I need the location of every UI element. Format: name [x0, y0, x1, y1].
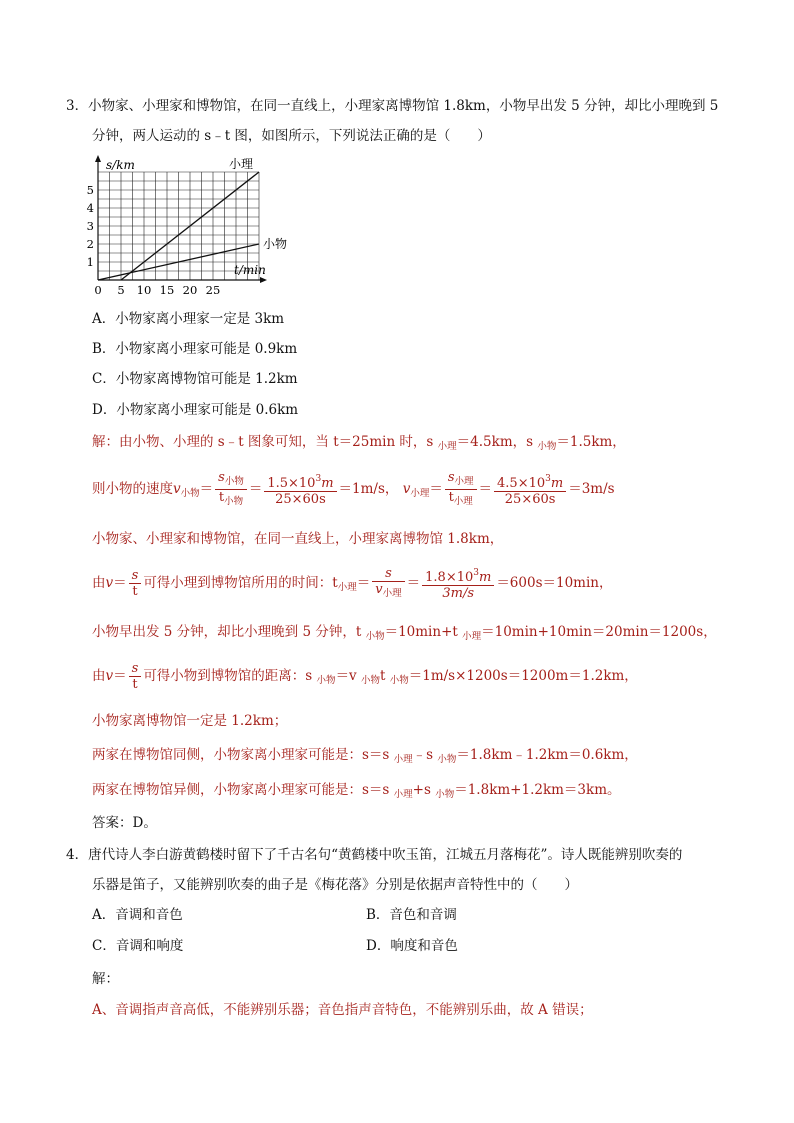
frac-s-over-t-xiaoli: $\frac{s_{小理}}{t_{小理}}$: [445, 470, 477, 509]
q3-solution-line8: 两家在博物馆同侧，小物家离小理家可能是：s＝s $_{小理}$﹣s $_{小物}$＝1.8km﹣1.2km＝0.6km，: [92, 747, 638, 765]
frac-s-over-v-xiaoli: $\frac{s}{v_{小理}}$: [372, 566, 404, 601]
y-tick-label: 4: [86, 201, 94, 215]
q4-stem-line1: 4．唐代诗人李白游黄鹤楼时留下了千古名句“黄鹤楼中吹玉笛，江城五月落梅花”。诗人既能辨别吹奏的: [66, 847, 683, 863]
y-axis-label: s/km: [106, 158, 135, 172]
chart-series: [98, 157, 287, 280]
q4-option-b: B．音色和音调: [366, 907, 457, 923]
series-label-1: 小物: [263, 237, 288, 251]
y-tick-label: 1: [86, 255, 94, 269]
y-axis-arrow: [95, 155, 101, 162]
x-axis-arrow: [260, 277, 267, 283]
frac-xiaowu-values: $\frac{1.5\times 10^3m}{25\times 60s}$: [264, 472, 336, 507]
x-tick-label: 25: [205, 283, 221, 297]
q4-solution-a: A、音调指声音高低，不能辨别乐器；音色指声音特色，不能辨别乐曲，故 A 错误；: [92, 1002, 593, 1018]
q3-solution-line9: 两家在博物馆异侧，小物家离小理家可能是：s＝s $_{小理}$+s $_{小物}$＝1.8km+1.2km＝3km。: [92, 782, 621, 800]
q4-option-a: A．音调和音色: [92, 907, 183, 923]
q3-option-d: D．小物家离小理家可能是 0.6km: [92, 402, 299, 418]
q3-solution-line6: 由v＝ $\frac{s}{t}$ 可得小物到博物馆的距离：s $_{小物}$＝v $_{小物}$t $_{小物}$＝1m/s×1200s＝1200m＝1.2km，: [92, 661, 638, 692]
q3-solution-line7: 小物家离博物馆一定是 1.2km；: [92, 713, 288, 729]
y-tick-label: 2: [86, 237, 94, 251]
y-tick-label: 3: [86, 219, 94, 233]
q3-option-c: C．小物家离博物馆可能是 1.2km: [92, 371, 298, 387]
frac-v-equals-s-over-t: $\frac{s}{t}$: [129, 568, 142, 599]
x-tick-label: 0: [94, 283, 102, 297]
x-tick-label: 5: [117, 283, 125, 297]
q3-stem-line2: 分钟，两人运动的 s﹣t 图，如图所示，下列说法正确的是（ ）: [92, 128, 491, 144]
q3-solution-line2: 则小物的速度$v_{小物}=$ $\frac{s_{小物}}{t_{小物}}$ ＝ $\frac{1.5\times 10^3m}{25\times 60s}$ ＝1m/s， $v_{小理}=$ $\frac{s_{小理}}{t_{小理}}$ ＝ $\frac{4.5\times 10^3m}{25\times 60s}$ ＝3m/s: [92, 470, 615, 507]
q4-solution-label: 解：: [92, 971, 119, 987]
q4-option-c: C．音调和响度: [92, 938, 184, 954]
st-chart: [84, 152, 288, 298]
x-tick-label: 20: [182, 283, 198, 297]
series-label-0: 小理: [229, 157, 254, 171]
frac-v-equals-s-over-t-2: $\frac{s}{t}$: [129, 661, 142, 692]
q3-answer: 答案：D。: [92, 815, 157, 831]
frac-time-values: $\frac{1.8\times 10^3m}{3m/s}$: [422, 566, 494, 601]
y-tick-label: 5: [86, 183, 94, 197]
q4-option-d: D．响度和音色: [366, 938, 458, 954]
x-axis-label: t/min: [234, 263, 266, 277]
frac-s-over-t-xiaowu: $\frac{s_{小物}}{t_{小物}}$: [215, 470, 247, 509]
q3-stem-line1: 3．小物家、小理家和博物馆，在同一直线上，小理家离博物馆 1.8km，小物早出发 5 分钟，却比小理晚到 5: [66, 98, 719, 114]
q3-option-b: B．小物家离小理家可能是 0.9km: [92, 341, 298, 357]
frac-xiaoli-values: $\frac{4.5\times 10^3m}{25\times 60s}$: [494, 472, 566, 507]
x-tick-label: 15: [159, 283, 175, 297]
x-tick-label: 10: [136, 283, 152, 297]
q3-solution-line3: 小物家、小理家和博物馆，在同一直线上，小理家离博物馆 1.8km，: [92, 531, 504, 547]
q4-stem-line2: 乐器是笛子，又能辨别吹奏的曲子是《梅花落》分别是依据声音特性中的（ ）: [92, 877, 578, 893]
q3-solution-line5: 小物早出发 5 分钟，却比小理晚到 5 分钟，t $_{小物}$＝10min+t $_{小理}$＝10min+10min＝20min＝1200s，: [92, 624, 717, 642]
q3-solution-line1: 解：由小物、小理的 s﹣t 图象可知，当 t＝25min 时，s $_{小理}$＝4.5km，s $_{小物}$＝1.5km，: [92, 434, 626, 452]
q3-option-a: A．小物家离小理家一定是 3km: [92, 311, 285, 327]
q3-solution-line4: 由v＝ $\frac{s}{t}$ 可得小理到博物馆所用的时间：$t_{小理}=$ $\frac{s}{v_{小理}}$ ＝ $\frac{1.8\times 10^3m}{3m/s}$ ＝600s＝10min，: [92, 566, 613, 601]
